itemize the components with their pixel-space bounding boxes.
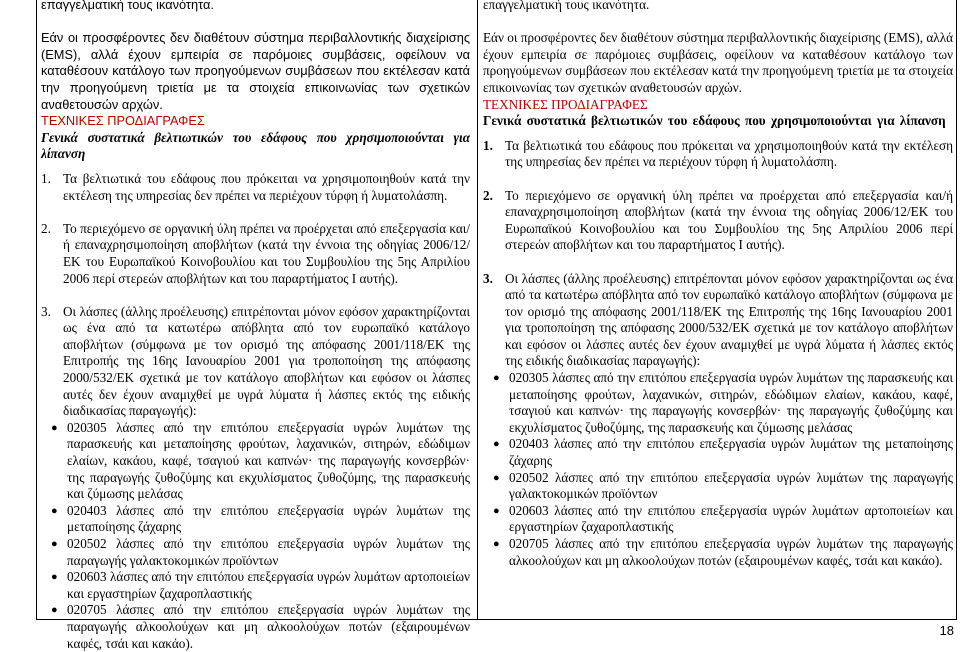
right-bullet-4: [483, 503, 953, 536]
bullet-text: 020705 λάσπες από την επιτόπου επεξεργασία υγρών λυμάτων της παραγωγής αλκοολούχων και μη αλκοολούχων ποτών (εξαιρουμένων καφές, τσάι και κακάο).: [509, 536, 953, 568]
item-text: Τα βελτιωτικά του εδάφους που πρόκειται να χρησιμοποιηθούν κατά την εκτέλεση της υπηρεσίας δεν πρέπει να περιέχουν τύρφη ή λυματολάσπη.: [63, 170, 470, 203]
bullet-icon: ●: [493, 471, 500, 484]
item-text: Οι λάσπες (άλλης προέλευσης) επιτρέπονται μόνον εφόσον χαρακτηρίζονται ως ένα από τα κατωτέρω απόβλητα από τον ευρωπαϊκό κατάλογο αποβλήτων (σύμφωνα με τον ορισμό της απόφασης 2001/118/ΕΚ της Επιτροπής της 16ης Ιανουαρίου 2001 για τροποποίηση της απόφασης 2000/532/ΕΚ σχετικά με τον κατάλογο αποβλήτων και εφόσον οι λάσπες αυτές δεν έχουν αναμιχθεί με υγρά λύματα ή λάσπες εκτός της ειδικής διαδικασίας παραγωγής):: [505, 270, 953, 369]
bullet-icon: ●: [493, 504, 500, 517]
left-bullet-4: [41, 569, 470, 602]
right-column: [483, 0, 953, 569]
bullet-text: 020705 λάσπες από την επιτόπου επεξεργασία υγρών λυμάτων της παραγωγής αλκοολούχων και μη αλκοολούχων ποτών (εξαιρουμένων καφές, τσάι και κακάο).: [67, 602, 470, 651]
left-item-2: [41, 221, 470, 287]
item-text: Το περιεχόμενο σε οργανική ύλη πρέπει να προέρχεται από επεξεργασία και/ή επαναχρησιμοποίηση αποβλήτων (κατά την έννοια της οδηγίας 2006/12/ΕΚ του Ευρωπαϊκού Κοινοβουλίου και του Συμβουλίου της 5ης Απριλίου 2006 περί στερεών αποβλήτων και του παραρτήματος Ι αυτής).: [63, 220, 470, 286]
left-item-1: [41, 171, 470, 204]
item-number: 3.: [483, 270, 493, 286]
item-number: 2.: [483, 187, 493, 203]
left-column: [41, 0, 470, 652]
page-number: 18: [939, 623, 954, 638]
left-intro-top: επαγγελματική τους ικανότητα.: [41, 0, 214, 12]
left-bullet-1: [41, 420, 470, 503]
bullet-icon: ●: [493, 372, 500, 385]
left-bullet-3: [41, 536, 470, 569]
item-number: 3.: [41, 303, 51, 319]
left-bullet-5: [41, 602, 470, 652]
item-text: Το περιεχόμενο σε οργανική ύλη πρέπει να προέρχεται από επεξεργασία και/ή επαναχρησιμοποίηση αποβλήτων (κατά την έννοια της οδηγίας 2006/12/ΕΚ του Ευρωπαϊκού Κοινοβουλίου και του Συμβουλίου της 5ης Απριλίου 2006 περί στερεών αποβλήτων και του παραρτήματος Ι αυτής).: [505, 187, 953, 253]
right-bullet-3: [483, 470, 953, 503]
item-number: 1.: [483, 137, 493, 153]
left-bullet-2: [41, 503, 470, 536]
right-bullet-1: [483, 370, 953, 436]
right-bullet-5: [483, 536, 953, 569]
bullet-text: 020305 λάσπες από την επιτόπου επεξεργασία υγρών λυμάτων της παρασκευής και μεταποίησης φρούτων, λαχανικών, σιτηρών, εδώδιμων ελαίων, κακάου, καφέ, τσαγιού και καπνών· της παραγωγής κονσερβών· της παραγωγής ζυθοζύμης και εκχυλίσματος ζυθοζύμης, της παρασκευής και ζύμωσης μελάσας: [509, 370, 953, 435]
bullet-text: 020603 λάσπες από την επιτόπου επεξεργασία υγρών λυμάτων αρτοποιείων και εργαστηρίων ζαχαροπλαστικής: [509, 502, 953, 535]
bullet-icon: ●: [51, 504, 58, 517]
bullet-text: 020305 λάσπες από την επιτόπου επεξεργασία υγρών λυμάτων της παρασκευής και μεταποίησης φρούτων, λαχανικών, σιτηρών, εδώδιμων ελαίων, κακάου, καφέ, τσαγιού και καπνών· της παραγωγής κονσερβών· της παραγωγής ζυθοζύμης και εκχυλίσματος ζυθοζύμης, της παρασκευής και ζύμωσης μελάσας: [67, 419, 470, 502]
left-item-3: [41, 304, 470, 420]
right-item-1: [483, 138, 953, 171]
bullet-text: 020403 λάσπες από την επιτόπου επεξεργασία υγρών λυμάτων της μεταποίησης ζάχαρης: [509, 436, 953, 469]
comparison-table: [36, 0, 957, 651]
right-item-2: [483, 188, 953, 254]
bullet-icon: ●: [51, 421, 58, 434]
right-subheading: Γενικά συστατικά βελτιωτικών του εδάφους που χρησιμοποιούνται για λίπανση: [483, 113, 946, 129]
bullet-text: 020603 λάσπες από την επιτόπου επεξεργασία υγρών λυμάτων αρτοποιείων και εργαστηρίων ζαχαροπλαστικής: [67, 569, 470, 601]
bullet-icon: ●: [51, 571, 58, 584]
bullet-icon: ●: [51, 604, 58, 617]
right-intro-top: επαγγελματική τους ικανότητα.: [483, 0, 650, 12]
bullet-text: 020403 λάσπες από την επιτόπου επεξεργασία υγρών λυμάτων της μεταποίησης ζάχαρης: [67, 502, 470, 535]
item-text: Τα βελτιωτικά του εδάφους που πρόκειται να χρησιμοποιηθούν κατά την εκτέλεση της υπηρεσίας δεν πρέπει να περιέχουν τύρφη ή λυματολάσπη.: [505, 137, 953, 170]
left-intro-paragraph: Εάν οι προσφέροντες δεν διαθέτουν σύστημα περιβαλλοντικής διαχείρισης (EMS), αλλά έχουν εμπειρία σε παρόμοιες συμβάσεις, οφείλουν να καταθέσουν κατάλογο των προηγούμενων συμβάσεων που εκτέλεσαν κατά την προηγούμενη τριετία με τα στοιχεία επικοινωνίας των σχετικών αναθετουσών αρχών.: [41, 30, 470, 112]
left-subheading: Γενικά συστατικά βελτιωτικών του εδάφους που χρησιμοποιούνται για λίπανση: [41, 129, 470, 162]
bullet-text: 020502 λάσπες από την επιτόπου επεξεργασία υγρών λυμάτων της παραγωγής γαλακτοκομικών προϊόντων: [67, 536, 470, 568]
bullet-icon: ●: [493, 538, 500, 550]
bullet-icon: ●: [493, 438, 500, 451]
right-item-3: [483, 271, 953, 371]
column-divider: [477, 0, 478, 619]
right-bullet-2: [483, 436, 953, 469]
right-intro-paragraph: Εάν οι προσφέροντες δεν διαθέτουν σύστημα περιβαλλοντικής διαχείρισης (EMS), αλλά έχουν εμπειρία σε παρόμοιες συμβάσεις, οφείλουν να καταθέσουν κατάλογο των προηγούμενων συμβάσεων που εκτέλεσαν κατά την προηγούμενη τριετία με τα στοιχεία επικοινωνίας των σχετικών αναθετουσών αρχών.: [483, 30, 953, 95]
item-text: Οι λάσπες (άλλης προέλευσης) επιτρέπονται μόνον εφόσον χαρακτηρίζονται ως ένα από τα κατωτέρω απόβλητα από τον ευρωπαϊκό κατάλογο αποβλήτων (σύμφωνα με τον ορισμό της απόφασης 2001/118/ΕΚ της Επιτροπής της 16ης Ιανουαρίου 2001 για τροποποίηση της απόφασης 2000/532/ΕΚ σχετικά με τον κατάλογο αποβλήτων και εφόσον οι λάσπες αυτές δεν έχουν αναμιχθεί με υγρά λύματα ή λάσπες εκτός της ειδικής διαδικασίας παραγωγής):: [63, 303, 470, 419]
bullet-text: 020502 λάσπες από την επιτόπου επεξεργασία υγρών λυμάτων της παραγωγής γαλακτοκομικών προϊόντων: [509, 469, 953, 502]
bullet-icon: ●: [51, 538, 58, 550]
item-number: 2.: [41, 220, 51, 236]
item-number: 1.: [41, 170, 51, 186]
right-heading: ΤΕΧΝΙΚΕΣ ΠΡΟΔΙΑΓΡΑΦΕΣ: [483, 96, 648, 112]
left-heading: ΤΕΧΝΙΚΕΣ ΠΡΟΔΙΑΓΡΑΦΕΣ: [41, 113, 205, 129]
